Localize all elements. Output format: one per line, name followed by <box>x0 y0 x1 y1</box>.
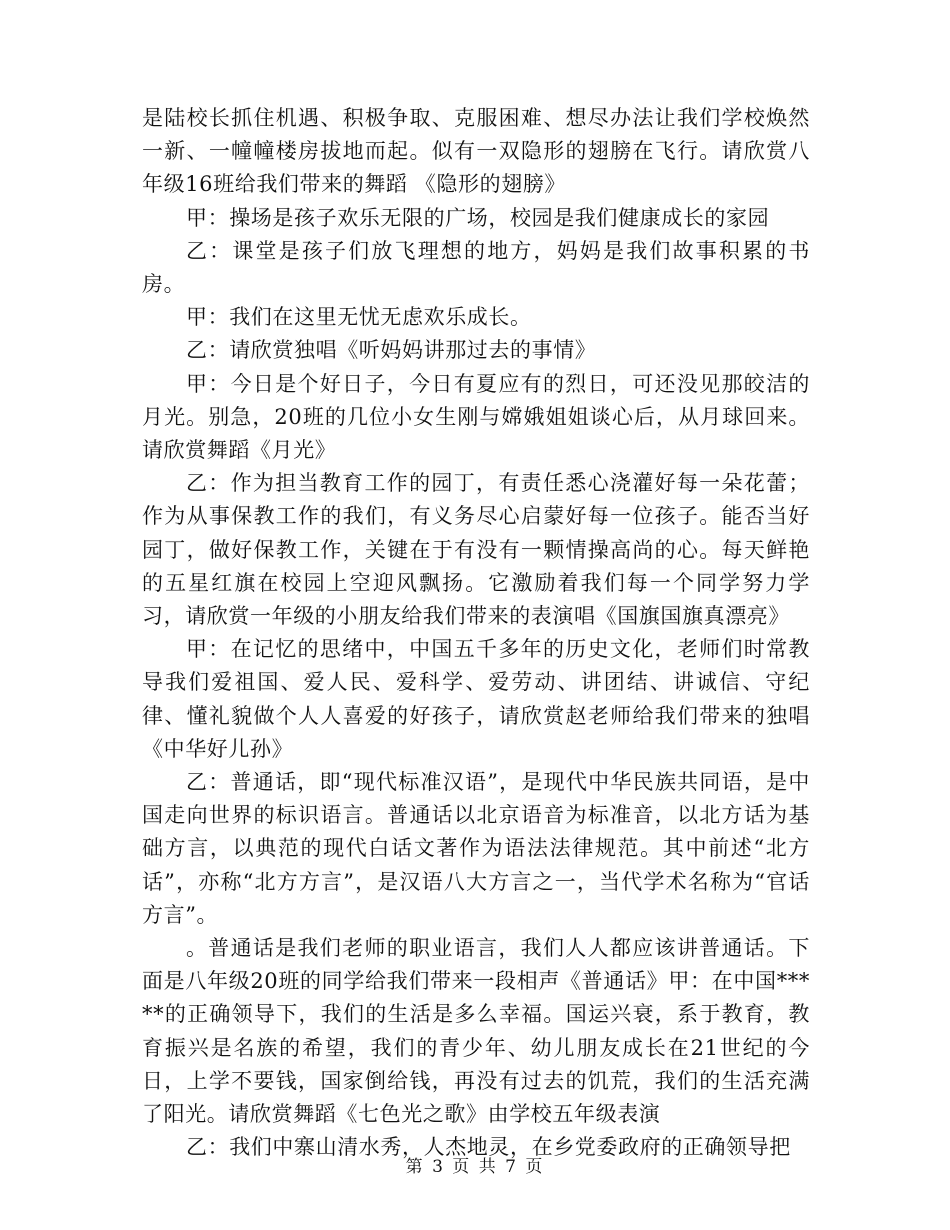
paragraph-5: 乙：请欣赏独唱《听妈妈讲那过去的事情》 <box>186 338 597 363</box>
document-body <box>142 102 810 1165</box>
page-number-footer: 第 3 页 共 7 页 <box>405 1157 545 1177</box>
paragraph-9: 乙：普通话，即“现代标准汉语”，是现代中华民族共同语，是中国走向世界的标识语言。普通话以北京语音为标准音，以北方话为基础方言，以典范的现代白话文著作为语法法律规范。其中前述“北方话”，亦称“北方方言”，是汉语八大方言之一，当代学术名称为“官话方言”。 <box>142 770 810 927</box>
paragraph-11: 乙：我们中寨山清水秀，人杰地灵，在乡党委政府的正确领导把 <box>186 1135 791 1160</box>
paragraph-6: 甲：今日是个好日子，今日有夏应有的烈日，可还没见那皎洁的月光。别急，20班的几位小女生刚与嫦娥姐姐谈心后，从月球回来。请欣赏舞蹈《月光》 <box>142 371 810 463</box>
paragraph-3: 乙：课堂是孩子们放飞理想的地方，妈妈是我们故事积累的书房。 <box>142 238 810 297</box>
paragraph-1: 是陆校长抓住机遇、积极争取、克服困难、想尽办法让我们学校焕然一新、一幢幢楼房拔地而起。似有一双隐形的翅膀在飞行。请欣赏八年级16班给我们带来的舞蹈 《隐形的翅膀》 <box>142 106 810 197</box>
paragraph-4: 甲：我们在这里无忧无虑欢乐成长。 <box>186 305 532 330</box>
paragraph-2: 甲：操场是孩子欢乐无限的广场，校园是我们健康成长的家园 <box>186 205 770 230</box>
paragraph-7: 乙：作为担当教育工作的园丁，有责任悉心浇灌好每一朵花蕾；作为从事保教工作的我们，有义务尽心启蒙好每一位孩子。能否当好园丁，做好保教工作，关键在于有没有一颗情操高尚的心。每天鲜艳的五星红旗在校园上空迎风飘扬。它激励着我们每一个同学努力学习，请欣赏一年级的小朋友给我们带来的表演唱《国旗国旗真漂亮》 <box>142 471 810 629</box>
paragraph-10: 。普通话是我们老师的职业语言，我们人人都应该讲普通话。下面是八年级20班的同学给我们带来一段相声《普通话》甲：在中国*****的正确领导下，我们的生活是多么幸福。国运兴衰，系于教育，教育振兴是名族的希望，我们的青少年、幼儿朋友成长在21世纪的今日，上学不要钱，国家倒给钱，再没有过去的饥荒，我们的生活充满了阳光。请欣赏舞蹈《七色光之歌》由学校五年级表演 <box>142 936 810 1127</box>
paragraph-8: 甲：在记忆的思绪中，中国五千多年的历史文化，老师们时常教导我们爱祖国、爱人民、爱科学、爱劳动、讲团结、讲诚信、守纪律、懂礼貌做个人人喜爱的好孩子，请欣赏赵老师给我们带来的独唱《中华好儿孙》 <box>142 637 810 761</box>
